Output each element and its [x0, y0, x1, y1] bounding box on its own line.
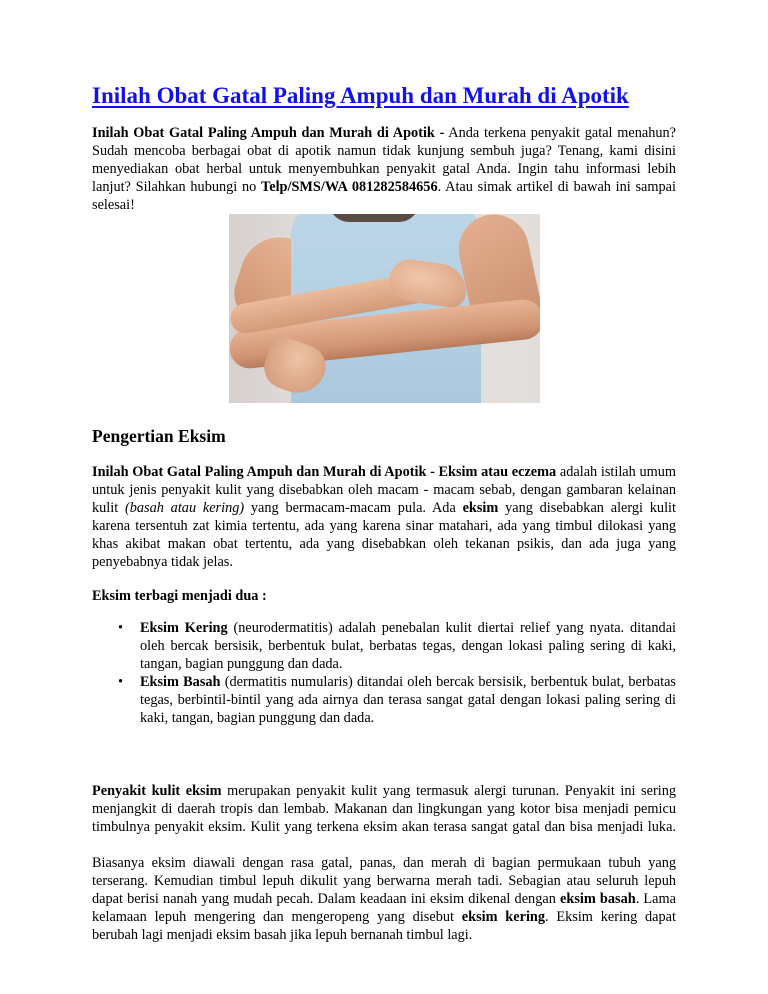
type-name: Eksim Basah — [140, 674, 221, 690]
article-title — [92, 82, 676, 110]
biasanya-text-2: . Lama kelamaan lepuh mengering dan mengeropeng yang disebut — [92, 891, 676, 925]
kulit-text: merupakan penyakit kulit yang termasuk alergi turunan. Penyakit ini sering menjangkit di daerah tropis dan lembab. Makanan dan lingkungan yang kotor bisa menjadi pemicu timbulnya penyakit eksim. Kulit yang terkena eksim akan terasa sangat gatal dan bisa menjadi luka. — [92, 783, 676, 835]
section-heading: Pengertian Eksim — [92, 426, 226, 446]
list-item-eksim-kering — [118, 619, 677, 673]
kulit-lead: Penyakit kulit eksim — [92, 783, 222, 799]
bullet-icon: • — [118, 674, 124, 690]
definition-text-3: yang disebabkan alergi kulit karena tersentuh zat kimia tertentu, ada yang karena sinar matahari, ada yang timbul dilokasi yang khas akibat makan obat tertentu, ada yang disebabkan oleh tekanan psikis, dan ada juga yang penyebabnya tidak jelas. — [92, 500, 676, 570]
kulit-eksim-paragraph — [92, 782, 676, 836]
photo-neck — [329, 214, 419, 222]
eksim-basah-term: eksim basah — [560, 891, 636, 907]
intro-lead: Inilah Obat Gatal Paling Ampuh dan Murah di Apotik - — [92, 125, 445, 141]
contact-number: Telp/SMS/WA 081282584656 — [261, 179, 438, 195]
list-item-eksim-basah — [118, 673, 676, 727]
definition-text-2: yang bermacam-macam pula. Ada — [244, 500, 463, 516]
bullet-icon: • — [118, 620, 124, 636]
split-heading — [92, 587, 676, 605]
document-page — [92, 82, 676, 944]
definition-text-1: adalah istilah umum untuk jenis penyakit kulit yang disebabkan oleh macam - macam sebab, dengan gambaran kelainan kulit — [92, 464, 677, 516]
definition-lead: Inilah Obat Gatal Paling Ampuh dan Murah di Apotik - Eksim atau eczema — [92, 464, 557, 480]
type-name: Eksim Kering — [140, 620, 228, 636]
eksim-kering-term: eksim kering — [461, 909, 546, 925]
biasanya-text-3: . Eksim kering dapat berubah lagi menjadi eksim basah jika lepuh bernanah timbul lagi. — [92, 909, 676, 943]
split-heading-text: Eksim terbagi menjadi dua : — [92, 588, 267, 604]
biasanya-text-1: Biasanya eksim diawali dengan rasa gatal, panas, dan merah di bagian permukaan tubuh yang terserang. Kemudian timbul lepuh dikulit yang berwarna merah tadi. Sebagian atau seluruh lepuh dapat berisi nanah yang mudah pecah. Dalam keadaan ini eksim dikenal dengan — [92, 855, 676, 907]
definition-italic: (basah atau kering) — [124, 500, 245, 516]
intro-text-1: Anda terkena penyakit gatal menahun? Sudah mencoba berbagai obat di apotik namun tidak kunjung sembuh juga? Tenang, kami disini menyediakan obat herbal untuk menyembuhkan penyakit gatal Anda. Ingin tahu informasi lebih lanjut? Silahkan hubungi no — [92, 125, 676, 195]
eczema-types-list — [92, 619, 676, 727]
intro-text-2: . Atau simak artikel di bawah ini sampai selesai! — [92, 179, 676, 213]
type-description: (dermatitis numularis) ditandai oleh bercak bersisik, berbentuk bulat, berbatas tegas, berbintil-bintil yang ada airnya dan terasa sangat gatal dengan lokasi paling sering di kaki, tangan, bagian punggung dan dada. — [140, 674, 676, 726]
intro-paragraph — [92, 124, 676, 214]
article-title-link[interactable]: Inilah Obat Gatal Paling Ampuh dan Murah di Apotik — [92, 83, 629, 108]
article-photo — [229, 214, 540, 403]
definition-eksim: eksim — [462, 500, 499, 516]
definition-paragraph — [92, 463, 676, 571]
biasanya-paragraph — [92, 854, 676, 944]
type-description: (neurodermatitis) adalah penebalan kulit diertai relief yang nyata. ditandai oleh bercak bersisik, berbentuk bulat, berbatas tegas, dengan lokasi paling sering di kaki, tangan, bagian punggung dan dada. — [140, 620, 677, 672]
